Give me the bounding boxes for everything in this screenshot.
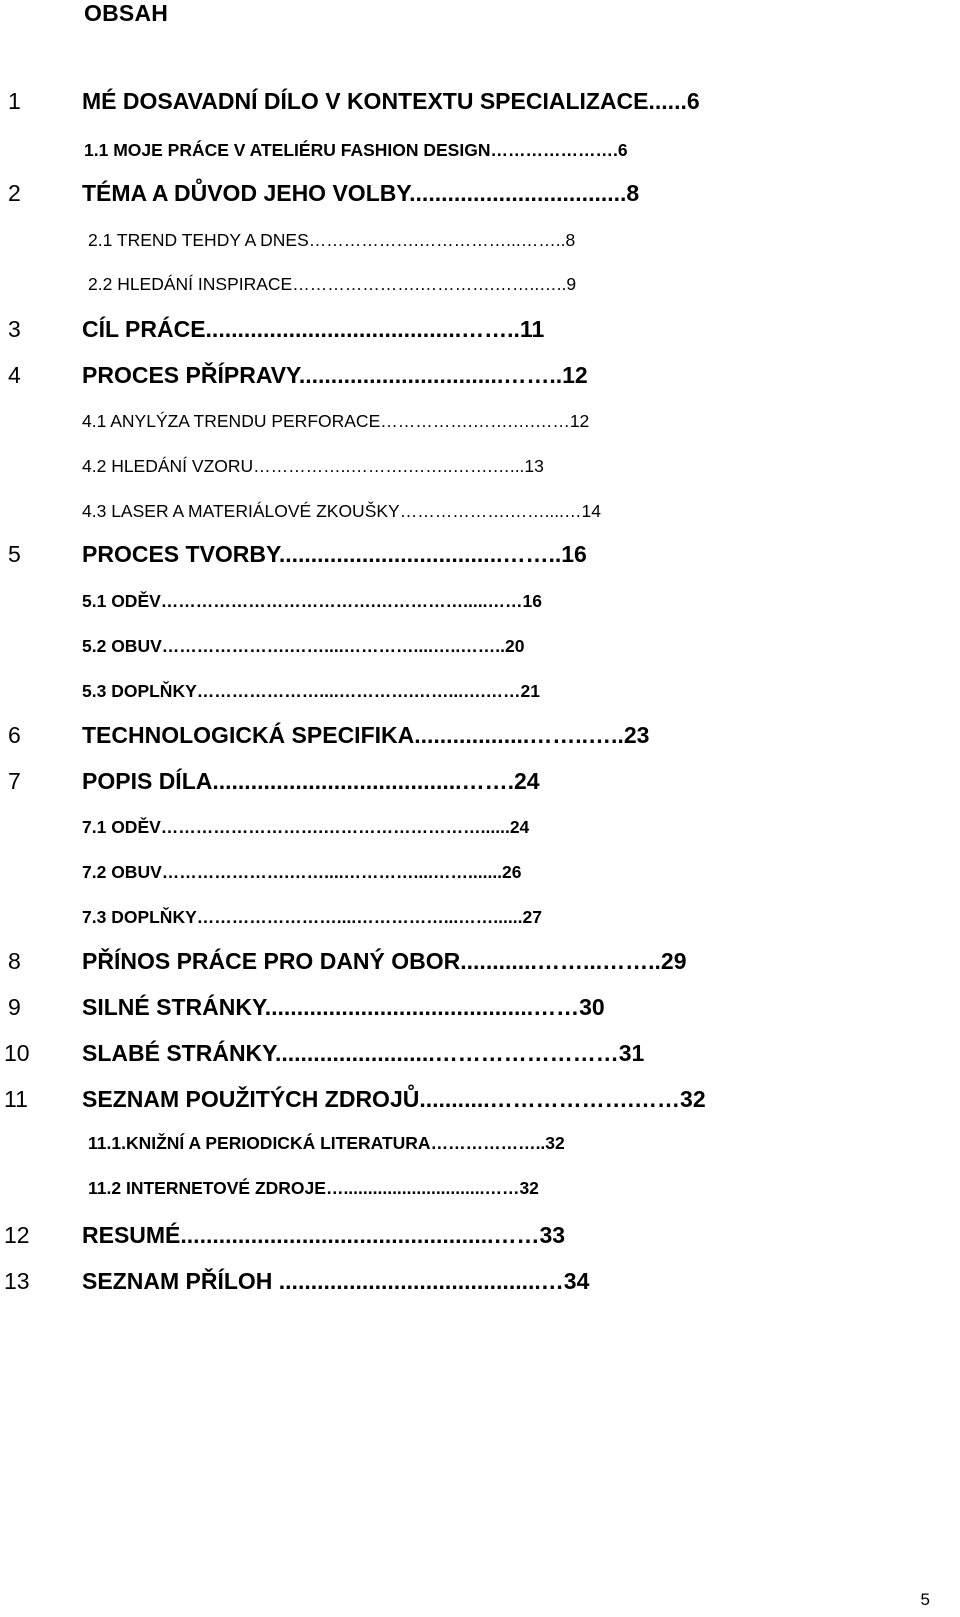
toc-number: 3 [8,316,21,342]
toc-number: 4 [8,362,21,388]
toc-text: SLABÉ STRÁNKY.........................……………………31 [82,1040,645,1066]
toc-number: 9 [8,994,21,1020]
toc-number: 5 [8,541,21,567]
toc-text: 5.1 ODĚV……………………………….…………….....……16 [82,591,542,611]
toc-number: 13 [4,1268,30,1294]
toc-number: 8 [8,948,21,974]
toc-text: CÍL PRÁCE........................................……..11 [82,316,545,342]
toc-text: 11.2 INTERNETOVÉ ZDROJE….............................……32 [88,1178,539,1198]
toc-number: 2 [8,180,21,206]
toc-text: PROCES TVORBY...................................……..16 [82,541,587,567]
toc-number: 10 [4,1040,30,1066]
toc-text: SEZNAM PŘÍLOH .........................................…34 [82,1268,590,1294]
toc-text: 7.3 DOPLŇKY……………………....……………...……......27 [82,907,542,927]
toc-text: SILNÉ STRÁNKY..........................................……30 [82,994,605,1020]
toc-text: 7.1 ODĚV……………………….………………………......24 [82,817,530,837]
toc-title: OBSAH [84,0,169,26]
toc-text: 2.1 TREND TEHDY A DNES……………….……………...……..8 [88,230,576,250]
toc-text: 2.2 HLEDÁNÍ INSPIRACE………………….………….……..…..9 [88,274,577,294]
toc-text: MÉ DOSAVADNÍ DÍLO V KONTEXTU SPECIALIZACE......6 [82,88,700,114]
toc-number: 6 [8,722,21,748]
toc-text: TECHNOLOGICKÁ SPECIFIKA..................……..…..23 [82,722,650,748]
toc-text: POPIS DÍLA.......................................…….24 [82,768,540,794]
toc-text: 5.2 OBUV………………….……....…………....…..……..20 [82,636,525,656]
toc-text: SEZNAM POUŽITÝCH ZDROJŮ...........……………….……32 [82,1086,706,1112]
toc-text: 4.3 LASER A MATERIÁLOVÉ ZKOUŠKY……………….……....…14 [82,501,601,521]
toc-text: 4.2 HLEDÁNÍ VZORU……………..……….……..…….…...13 [82,456,544,476]
toc-text: 4.1 ANYLÝZA TRENDU PERFORACE…………….…….….……12 [82,411,590,431]
toc-number: 11 [4,1086,28,1112]
page-number: 5 [920,1590,930,1609]
toc-number: 12 [4,1222,30,1248]
toc-text: TÉMA A DŮVOD JEHO VOLBY..................................8 [82,180,640,206]
toc-number: 1 [8,88,21,114]
toc-text: RESUMÉ.................................................……33 [82,1222,566,1248]
toc-text: 5.3 DOPLŇKY…………………....………….……...….……21 [82,681,540,701]
toc-text: PŘÍNOS PRÁCE PRO DANÝ OBOR............……...……..29 [82,948,687,974]
toc-text: 1.1 MOJE PRÁCE V ATELIÉRU FASHION DESIGN………………….6 [84,140,628,160]
toc-text: 7.2 OBUV………………….……....…………....…….......26 [82,862,522,882]
toc-text: 11.1.KNIŽNÍ A PERIODICKÁ LITERATURA………………..32 [88,1133,565,1153]
toc-number: 7 [8,768,21,794]
toc-text: PROCES PŘÍPRAVY................................……..12 [82,362,588,388]
